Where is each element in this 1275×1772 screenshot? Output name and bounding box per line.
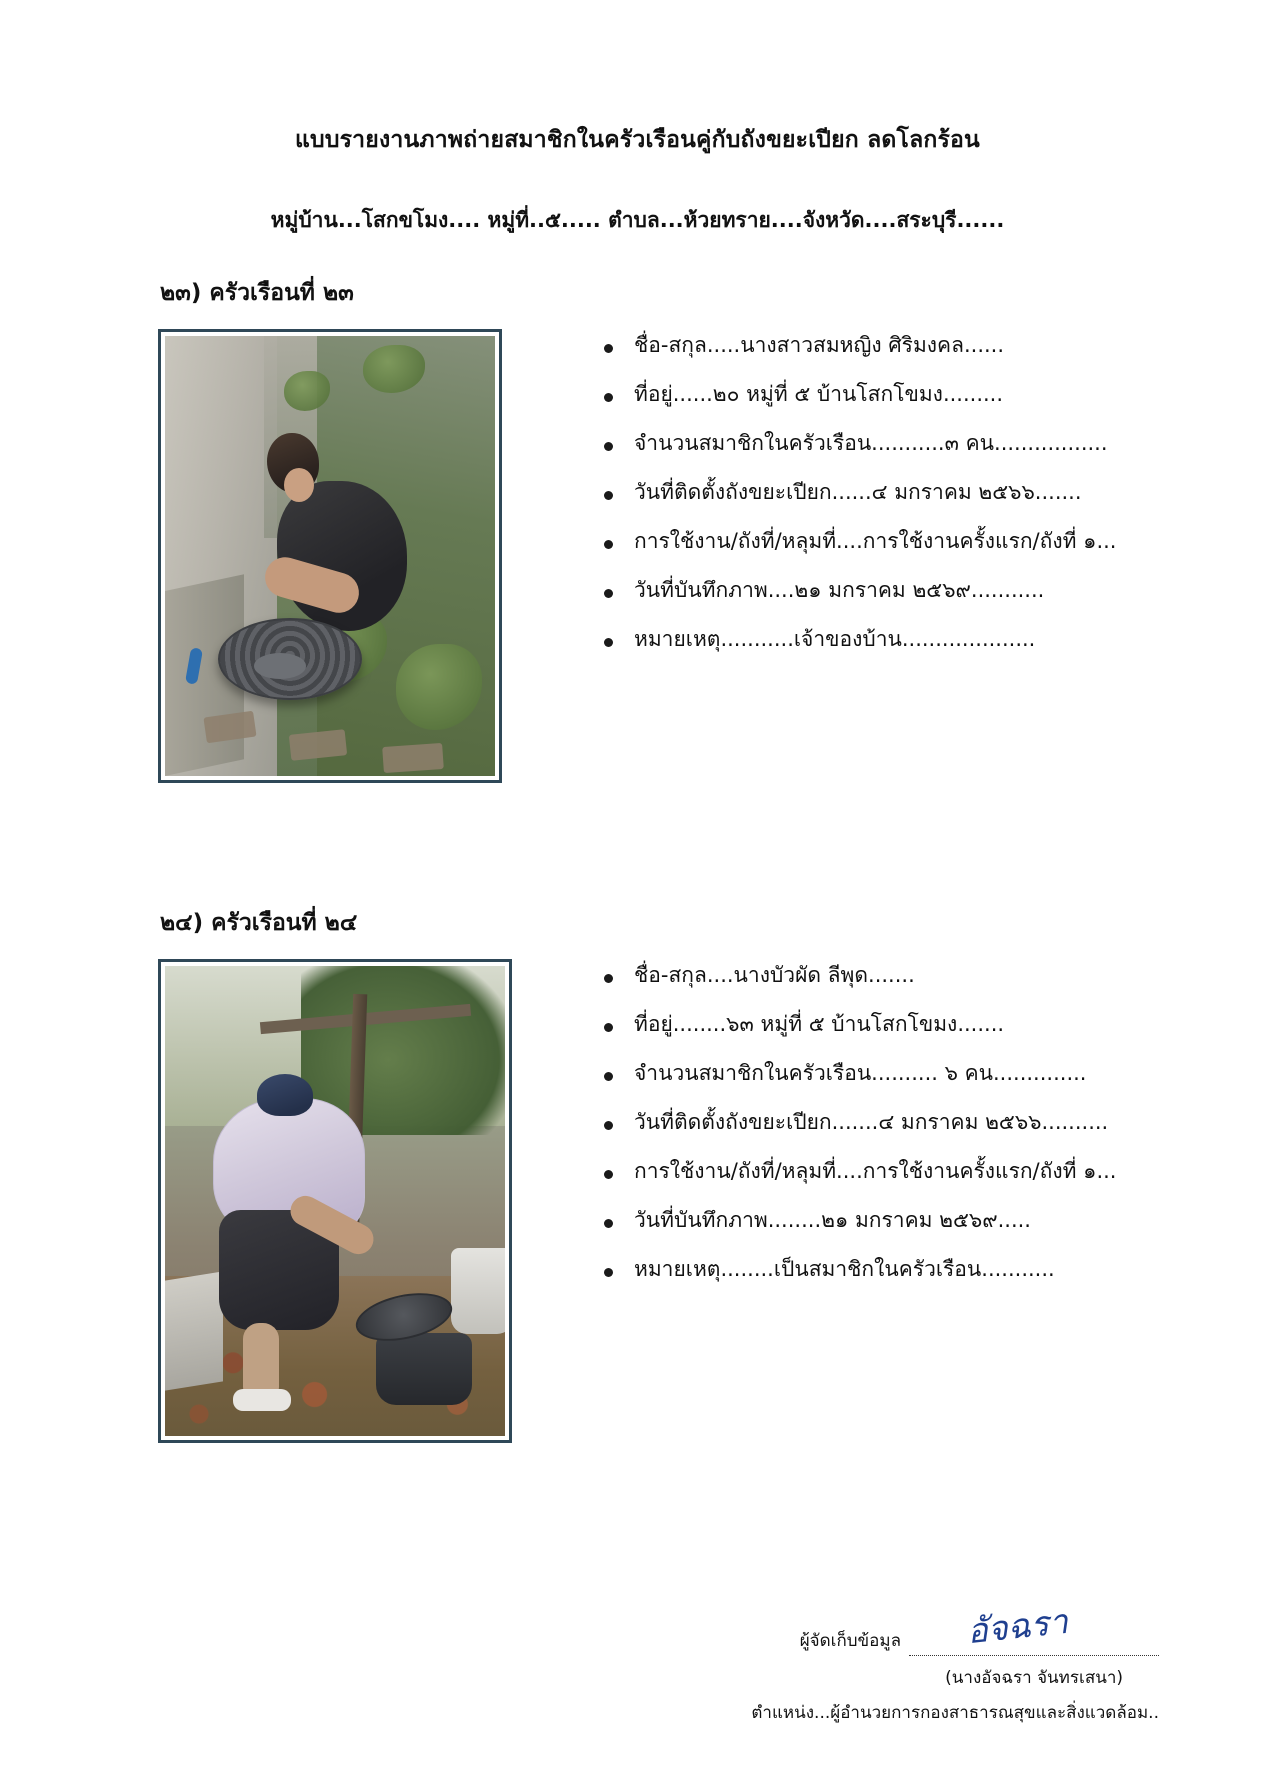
household-details-24 [598,959,1116,1308]
list-item: การใช้งาน/ถังที่/หลุมที่....การใช้งานครั้งแรก/ถังที่ ๑... [598,1161,1116,1182]
list-item: วันที่ติดตั้งถังขยะเปียก.......๔ มกราคม ๒๕๖๖.......... [598,1112,1116,1133]
signature-name: (นางอัจฉรา จันทรเสนา) [945,1668,1123,1688]
list-item: หมายเหตุ...........เจ้าของบ้าน.................... [598,629,1116,650]
household-photo-frame [158,329,502,783]
list-item: จำนวนสมาชิกในครัวเรือน...........๓ คน................. [598,433,1116,454]
household-details-23 [598,329,1116,678]
household-section-24 [0,905,1275,1443]
household-section-23 [0,275,1275,783]
list-item: ที่อยู่......๒๐ หมู่ที่ ๕ บ้านโสกโขมง......... [598,384,1116,405]
household-photo-23 [165,336,495,776]
signature-label: ผู้จัดเก็บข้อมูล [799,1631,901,1651]
list-item: หมายเหตุ........เป็นสมาชิกในครัวเรือน........... [598,1259,1116,1280]
list-item: ที่อยู่........๖๓ หมู่ที่ ๕ บ้านโสกโขมง....... [598,1014,1116,1035]
page-subtitle: หมู่บ้าน...โสกขโมง.... หมู่ที่..๕..... ตำบล...ห้วยทราย....จังหวัด....สระบุรี...... [270,208,1005,232]
section-heading: ๒๔) ครัวเรือนที่ ๒๔ [160,910,358,936]
list-item: ชื่อ-สกุล.....นางสาวสมหญิง ศิริมงคล...... [598,335,1116,356]
page-title: แบบรายงานภาพถ่ายสมาชิกในครัวเรือนคู่กับถังขยะเปียก ลดโลกร้อน [295,127,980,153]
list-item: ชื่อ-สกุล....นางบัวผัด ลีพุด....... [598,965,1116,986]
list-item: วันที่บันทึกภาพ........๒๑ มกราคม ๒๕๖๙..... [598,1210,1116,1231]
list-item: การใช้งาน/ถังที่/หลุมที่....การใช้งานครั้งแรก/ถังที่ ๑... [598,531,1116,552]
signature-line [909,1601,1159,1656]
household-photo-frame [158,959,512,1443]
list-item: จำนวนสมาชิกในครัวเรือน.......... ๖ คน.............. [598,1063,1116,1084]
signature-block [739,1601,1159,1726]
signature-handwriting: อัจฉรา [965,1601,1070,1653]
section-heading: ๒๓) ครัวเรือนที่ ๒๓ [160,280,354,306]
household-photo-24 [165,966,505,1436]
signature-position: ตำแหน่ง...ผู้อำนวยการกองสาธารณสุขและสิ่งแวดล้อม.. [751,1703,1159,1723]
document-page [0,122,1275,1772]
list-item: วันที่ติดตั้งถังขยะเปียก......๔ มกราคม ๒๕๖๖....... [598,482,1116,503]
list-item: วันที่บันทึกภาพ....๒๑ มกราคม ๒๕๖๙........... [598,580,1116,601]
